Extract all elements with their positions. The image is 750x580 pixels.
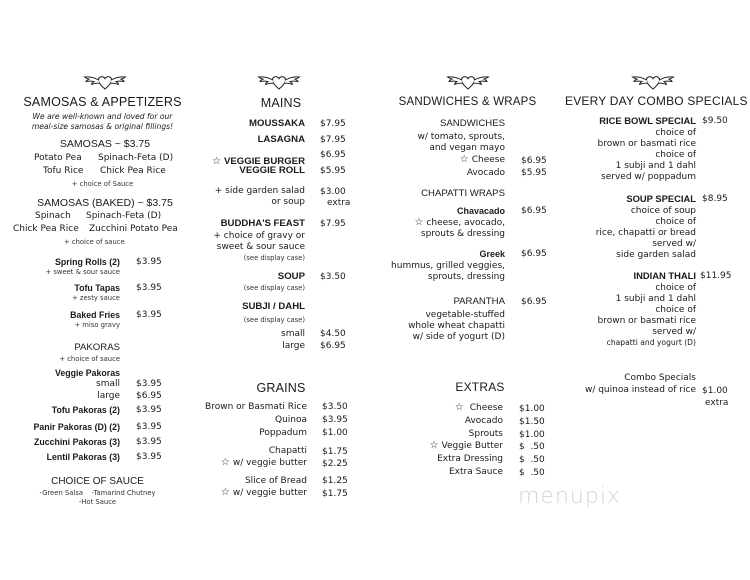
item-desc: chapatti and yogurt (D) xyxy=(606,338,696,347)
item-price: $ .50 xyxy=(519,455,545,465)
item-name: LASAGNA xyxy=(257,134,305,145)
item-name: Chapatti xyxy=(268,446,307,456)
menu-row xyxy=(400,440,503,452)
item-desc: brown or basmati rice xyxy=(597,139,696,149)
item-price: $ .50 xyxy=(519,468,545,478)
item-desc: w/ tomato, sprouts, xyxy=(417,132,505,142)
item-price: $5.95 xyxy=(521,168,547,178)
item-name: Zucchini Pakoras (3) xyxy=(33,437,120,447)
star-outline-icon: ☆ xyxy=(212,156,221,167)
item-name: PARANTHA xyxy=(453,296,505,307)
item-price: $3.95 xyxy=(136,422,162,432)
sauce-title: CHOICE OF SAUCE xyxy=(51,476,144,487)
size-label: small xyxy=(96,379,120,389)
section-title: EXTRAS xyxy=(455,380,505,394)
item-desc: whole wheat chapatti xyxy=(408,321,505,331)
item-price: $ .50 xyxy=(519,442,545,452)
star-outline-icon: ☆ xyxy=(220,457,230,468)
item-price: $1.75 xyxy=(322,447,348,457)
samosa-filling: Chick Pea Rice xyxy=(100,166,166,176)
item-price: $3.95 xyxy=(136,310,162,320)
item-name: Extra Dressing xyxy=(437,454,503,464)
menu-row xyxy=(400,402,503,414)
section-title: EVERY DAY COMBO SPECIALS xyxy=(565,94,748,108)
item-desc: 1 subji and 1 dahl xyxy=(615,161,696,171)
item-desc: and vegan mayo xyxy=(429,143,505,153)
item-price: $1.00 xyxy=(702,386,728,396)
samosa-filling: Spinach-Feta (D) xyxy=(98,153,174,163)
section-title: SAMOSAS & APPETIZERS xyxy=(23,95,182,109)
item-note: + miso gravy xyxy=(74,321,120,329)
item-desc: choice of xyxy=(655,283,696,293)
item-note: sweet & sour sauce xyxy=(216,242,305,252)
item-price: $6.95 xyxy=(136,391,162,401)
item-name: SOUP xyxy=(277,271,305,282)
item-price: $2.25 xyxy=(322,459,348,469)
item-desc: served w/ xyxy=(652,239,696,249)
item-name: VEGGIE ROLL xyxy=(239,165,305,176)
menu-row xyxy=(395,154,505,166)
winged-heart-icon xyxy=(631,73,675,91)
item-name: w/ veggie butter xyxy=(232,488,307,498)
star-outline-icon: ☆ xyxy=(454,402,464,413)
item-desc: side garden salad xyxy=(616,250,696,260)
item-name: Panir Pakoras (D) (2) xyxy=(33,422,120,432)
item-desc: w/ side of yogurt (D) xyxy=(412,332,505,342)
star-outline-icon: ☆ xyxy=(459,154,469,165)
item-price: $1.50 xyxy=(519,417,545,427)
watermark-logo: menupix xyxy=(518,484,621,509)
item-name: Greek xyxy=(479,249,505,259)
item-price: $3.95 xyxy=(136,379,162,389)
menu-row xyxy=(195,457,307,469)
item-price: $1.00 xyxy=(519,404,545,414)
item-name: Veggie Pakoras xyxy=(54,368,120,378)
item-price: $5.95 xyxy=(320,166,346,176)
samosas-title: SAMOSAS ~ $3.75 xyxy=(59,138,151,150)
item-desc: choice of xyxy=(655,128,696,138)
item-desc: choice of xyxy=(655,150,696,160)
item-price: $8.95 xyxy=(702,194,728,204)
item-name: RICE BOWL SPECIAL xyxy=(599,115,696,126)
samosa-filling: Tofu Rice xyxy=(43,166,84,176)
item-price: $7.95 xyxy=(320,119,346,129)
tagline: meal-size samosas & original fillings! xyxy=(31,122,174,131)
item-desc: Combo Specials xyxy=(624,373,696,383)
samosa-note: + choice of sauce xyxy=(64,238,125,246)
size-label: small xyxy=(281,329,305,339)
section-title: GRAINS xyxy=(256,381,306,395)
item-name: Sprouts xyxy=(468,429,503,439)
item-name: Chavacado xyxy=(456,206,505,216)
price-note: extra xyxy=(705,398,729,408)
price-note: extra xyxy=(327,198,351,208)
item-name: Cheese xyxy=(471,155,505,165)
item-name: INDIAN THALI xyxy=(633,270,696,281)
item-desc: sprouts & dressing xyxy=(420,229,505,239)
star-outline-icon: ☆ xyxy=(414,217,424,228)
item-desc: choice of xyxy=(655,217,696,227)
tagline: We are well-known and loved for our xyxy=(32,112,173,121)
item-price: $7.95 xyxy=(320,135,346,145)
item-desc: choice of xyxy=(655,305,696,315)
item-price: $3.95 xyxy=(136,283,162,293)
size-label: large xyxy=(97,391,120,401)
item-price: $6.95 xyxy=(521,206,547,216)
section-title: SANDWICHES & WRAPS xyxy=(398,96,537,108)
item-name: Quinoa xyxy=(274,415,307,425)
item-name: Veggie Butter xyxy=(441,441,503,451)
item-name: Avocado xyxy=(466,168,505,178)
item-price: $3.95 xyxy=(136,405,162,415)
item-price: $6.95 xyxy=(521,249,547,259)
item-desc: cheese, avocado, xyxy=(426,218,505,228)
item-price: $6.95 xyxy=(521,156,547,166)
samosa-note: + choice of Sauce xyxy=(71,180,134,188)
samosa-filling: Spinach-Feta (D) xyxy=(86,211,162,221)
menu-row xyxy=(195,487,307,499)
item-name: w/ veggie butter xyxy=(232,458,307,468)
winged-heart-icon xyxy=(83,73,127,91)
star-outline-icon: ☆ xyxy=(429,440,439,451)
item-name: Extra Sauce xyxy=(448,467,503,477)
item-name: VEGGIE BURGER xyxy=(223,156,305,167)
item-desc: sprouts, dressing xyxy=(427,272,505,282)
side-option: or soup xyxy=(271,197,305,207)
item-name: Cheese xyxy=(469,403,503,413)
samosas-baked-title: SAMOSAS (BAKED) ~ $3.75 xyxy=(37,197,173,209)
subsection-title: CHAPATTI WRAPS xyxy=(421,188,505,199)
item-price: $6.95 xyxy=(521,297,547,307)
item-desc: brown or basmati rice xyxy=(597,316,696,326)
item-name: Poppadum xyxy=(259,428,307,438)
item-price: $3.50 xyxy=(320,272,346,282)
item-note: (see display case) xyxy=(243,284,305,292)
item-price: $3.95 xyxy=(322,415,348,425)
item-desc: choice of soup xyxy=(630,206,696,216)
item-name: Tofu Pakoras (2) xyxy=(51,405,120,415)
item-desc: 1 subji and 1 dahl xyxy=(615,294,696,304)
item-name: Tofu Tapas xyxy=(74,283,120,293)
item-price: $3.50 xyxy=(322,402,348,412)
sauce-options: -Hot Sauce xyxy=(78,498,117,506)
samosa-filling: Potato Pea xyxy=(34,153,82,163)
item-price: $9.50 xyxy=(702,116,728,126)
item-note: + sweet & sour sauce xyxy=(45,268,120,276)
item-note: + choice of gravy or xyxy=(213,231,305,241)
item-price: $3.95 xyxy=(136,257,162,267)
item-price: $6.95 xyxy=(320,150,346,160)
item-note: + zesty sauce xyxy=(72,294,120,302)
winged-heart-icon xyxy=(446,73,490,91)
item-name: Spring Rolls (2) xyxy=(54,257,120,267)
item-price: $3.00 xyxy=(320,187,346,197)
item-note: (see display case) xyxy=(243,254,305,262)
item-name: SOUP SPECIAL xyxy=(626,193,696,204)
item-price: $1.00 xyxy=(322,428,348,438)
side-option: + side garden salad xyxy=(214,186,305,196)
item-price: $7.95 xyxy=(320,219,346,229)
item-name: Avocado xyxy=(464,416,503,426)
item-price: $3.95 xyxy=(136,452,162,462)
item-desc: served w/ poppadum xyxy=(601,172,696,182)
samosa-filling: Spinach xyxy=(35,211,71,221)
subsection-title: SANDWICHES xyxy=(439,118,505,129)
winged-heart-icon xyxy=(257,73,301,91)
item-desc: served w/ xyxy=(652,327,696,337)
item-desc: w/ quinoa instead of rice xyxy=(584,385,696,395)
item-note: (see display case) xyxy=(243,316,305,324)
item-name: SUBJI / DAHL xyxy=(242,301,305,312)
item-name: BUDDHA'S FEAST xyxy=(220,218,305,229)
item-desc: vegetable-stuffed xyxy=(425,310,505,320)
item-name: Slice of Bread xyxy=(244,476,307,486)
section-title: MAINS xyxy=(260,96,302,110)
pakoras-note: + choice of sauce xyxy=(59,355,120,363)
item-price: $3.95 xyxy=(136,437,162,447)
item-desc: rice, chapatti or bread xyxy=(595,228,696,238)
pakoras-title: PAKORAS xyxy=(74,342,120,353)
item-price: $6.95 xyxy=(320,341,346,351)
sauce-options: -Green Salsa -Tamarind Chutney xyxy=(39,489,156,497)
item-name: Lentil Pakoras (3) xyxy=(46,452,120,462)
size-label: large xyxy=(282,341,305,351)
item-name: Brown or Basmati Rice xyxy=(205,402,307,412)
item-price: $1.00 xyxy=(519,430,545,440)
item-price: $1.25 xyxy=(322,476,348,486)
item-name: MOUSSAKA xyxy=(249,118,305,129)
star-outline-icon: ☆ xyxy=(220,487,230,498)
item-price: $11.95 xyxy=(700,271,732,281)
item-desc: hummus, grilled veggies, xyxy=(391,261,505,271)
samosa-filling: Zucchini Potato Pea xyxy=(89,224,178,234)
item-price: $4.50 xyxy=(320,329,346,339)
item-price: $1.75 xyxy=(322,489,348,499)
item-name: Baked Fries xyxy=(70,310,120,320)
samosa-filling: Chick Pea Rice xyxy=(13,224,79,234)
